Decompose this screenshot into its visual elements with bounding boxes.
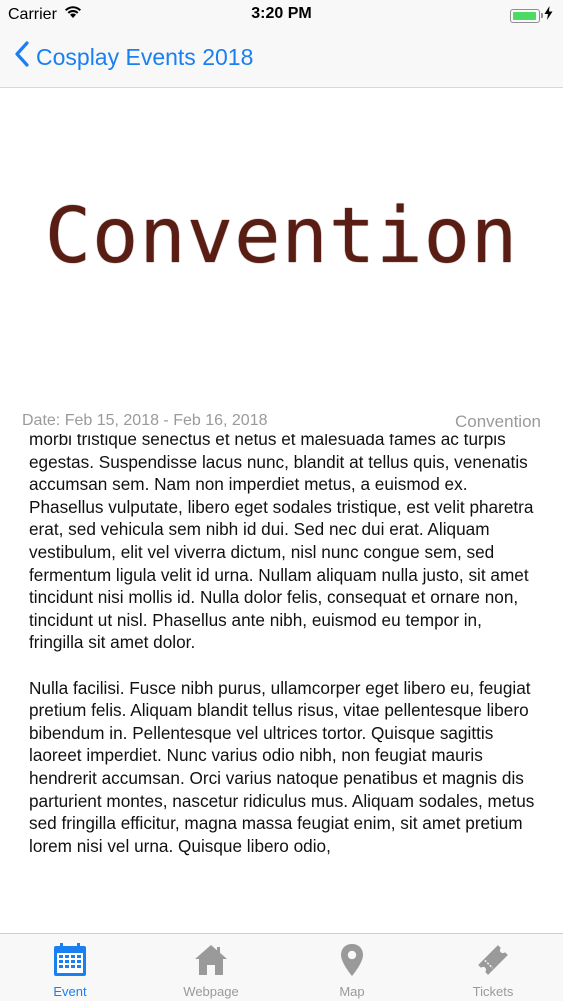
description-paragraph: Nulla facilisi. Fusce nibh purus, ullamcorper eget libero eu, feugiat pretium felis. Aliquam blandit tellus risus, vitae pellentesque libero bibendum in. Pellentesque vel ultrices tortor. Quisque sagittis laoreet imperdiet. Nunc varius odio nibh, non feugiat mauris hendrerit accumsan. Orci varius natoque penatibus et magnis dis parturient montes, nascetur ridiculus mus. Aliquam sodales, metus sed fringilla efficitur, magna massa feugiat enim, sit amet pretium lorem nisi vel urna. Quisque libero odio, [29, 677, 535, 856]
tab-map[interactable] [282, 934, 422, 1001]
back-button-label: Cosplay Events 2018 [36, 43, 254, 70]
event-meta [22, 412, 541, 434]
calendar-icon [52, 942, 88, 978]
event-description[interactable] [29, 434, 537, 930]
tab-label: Event [53, 984, 87, 999]
event-date: Date: Feb 15, 2018 - Feb 16, 2018 [22, 412, 268, 429]
tab-event[interactable] [0, 934, 140, 1001]
tab-label: Tickets [472, 984, 514, 999]
status-bar [0, 0, 563, 30]
map-pin-icon [334, 942, 370, 978]
tab-webpage[interactable] [141, 934, 281, 1001]
charging-bolt-icon [544, 6, 553, 25]
description-paragraph: morbi tristique senectus et netus et malesuada fames ac turpis egestas. Suspendisse lacus nunc, blandit at tellus quis, venenatis accumsan sem. Nam non imperdiet metus, a euismod ex. Phasellus vulputate, libero eget sodales tristique, est velit pharetra erat, sed vehicula sem nibh id dui. Sed nec dui erat. Aliquam vestibulum, elit vel viverra dictum, nisl nunc congue sem, sed fermentum ligula velit id urna. Nullam aliquam nulla justo, sit amet tincidunt nisi mollis id. Nulla dolor felis, consequat et ornare non, tincidunt ut nisl. Phasellus ante nibh, euismod eu tempor in, fringilla sit amet dolor. [29, 434, 534, 653]
tab-label: Webpage [183, 984, 239, 999]
event-category: Convention [454, 412, 541, 431]
tab-label: Map [339, 984, 365, 999]
carrier-label: Carrier [8, 5, 57, 23]
house-icon [193, 942, 229, 978]
status-time: 3:20 PM [251, 5, 312, 22]
back-button[interactable] [14, 40, 253, 74]
tab-bar [0, 933, 563, 1001]
chevron-left-icon [14, 40, 30, 74]
status-right [510, 6, 553, 25]
ticket-icon [475, 942, 511, 978]
event-banner-image [0, 88, 563, 406]
battery-icon [510, 9, 540, 23]
navigation-bar [0, 30, 563, 88]
banner-title: Convention [44, 192, 519, 281]
tab-tickets[interactable] [423, 934, 563, 1001]
